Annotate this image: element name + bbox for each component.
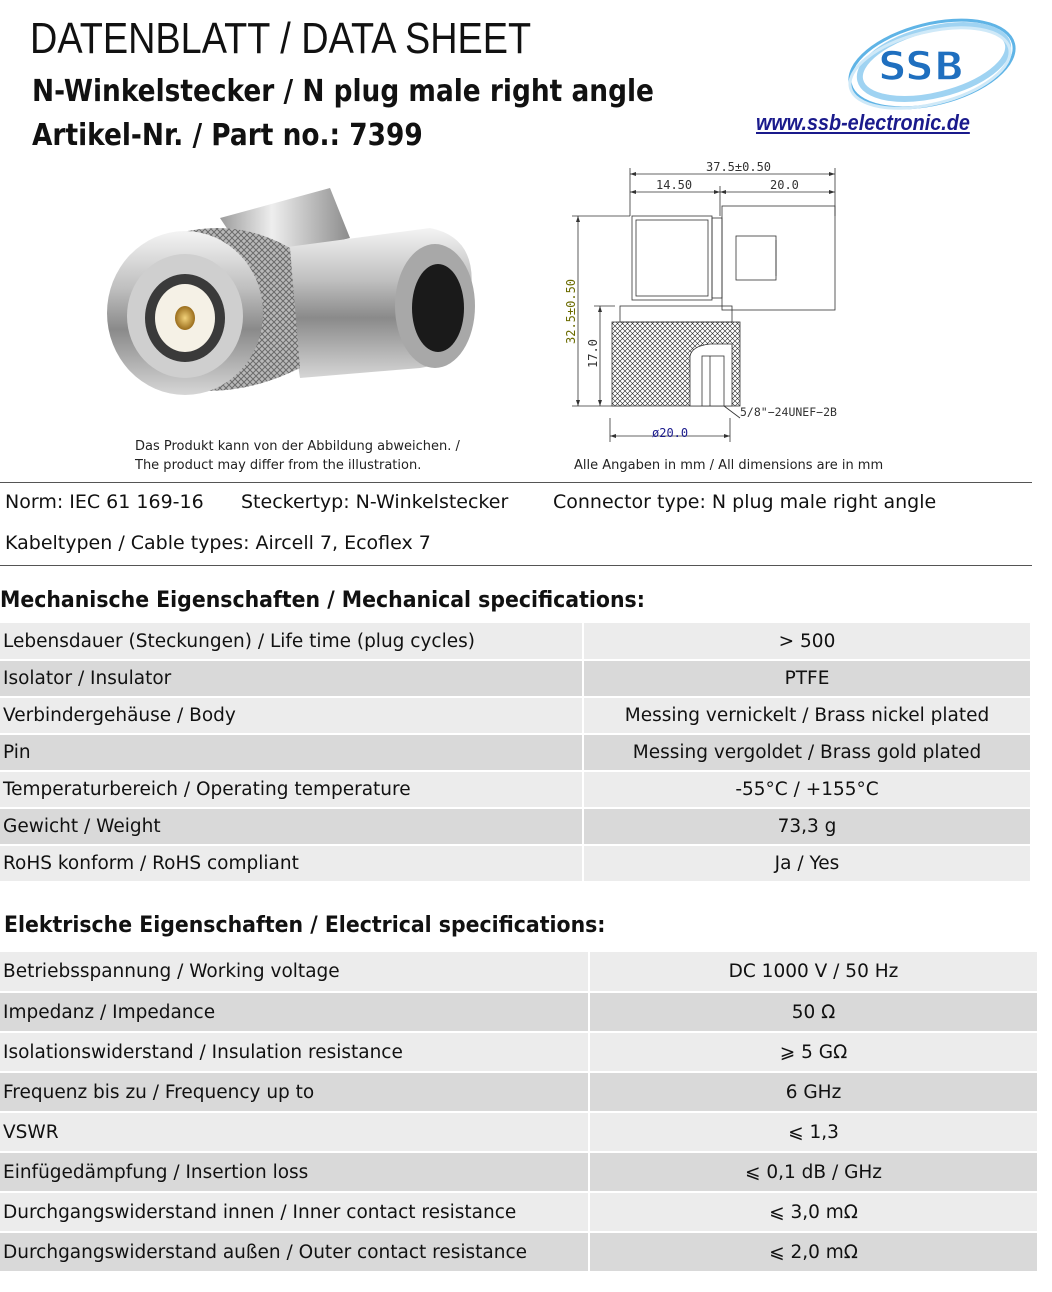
connector-type-de: Steckertyp: N-Winkelstecker <box>241 491 509 513</box>
spec-label: VSWR <box>0 1112 589 1152</box>
logo-text: SSB <box>878 44 965 90</box>
table-row <box>0 734 1030 771</box>
spec-label: Durchgangswiderstand außen / Outer contact resistance <box>0 1232 589 1272</box>
table-row <box>0 1152 1037 1192</box>
spec-value: Messing vergoldet / Brass gold plated <box>583 734 1030 771</box>
table-row <box>0 660 1030 697</box>
table-row <box>0 1232 1037 1272</box>
spec-label: Gewicht / Weight <box>0 808 583 845</box>
spec-value: > 500 <box>583 623 1030 660</box>
spec-value: 6 GHz <box>589 1072 1037 1112</box>
dim-total-height: 32.5±0.50 <box>564 278 578 344</box>
spec-label: RoHS konform / RoHS compliant <box>0 845 583 882</box>
thread-spec: 5/8"−24UNEF−2B <box>740 405 837 419</box>
spec-label: Frequenz bis zu / Frequency up to <box>0 1072 589 1112</box>
spec-label: Einfügedämpfung / Insertion loss <box>0 1152 589 1192</box>
table-row <box>0 771 1030 808</box>
electrical-heading: Elektrische Eigenschaften / Electrical specifications: <box>4 913 606 938</box>
spec-value: ⩾ 5 GΩ <box>589 1032 1037 1072</box>
divider-top <box>0 482 1032 483</box>
spec-value: ⩽ 3,0 mΩ <box>589 1192 1037 1232</box>
dim-head-height: 17.0 <box>586 339 600 368</box>
divider-bottom <box>0 565 1032 566</box>
product-photo <box>100 178 490 428</box>
ssb-logo <box>840 8 1020 116</box>
photo-disclaimer <box>135 437 460 475</box>
table-row <box>0 1032 1037 1072</box>
spec-value: 73,3 g <box>583 808 1030 845</box>
table-row <box>0 992 1037 1032</box>
table-row <box>0 808 1030 845</box>
spec-label: Lebensdauer (Steckungen) / Life time (plug cycles) <box>0 623 583 660</box>
spec-label: Isolationswiderstand / Insulation resistance <box>0 1032 589 1072</box>
spec-value: ⩽ 2,0 mΩ <box>589 1232 1037 1272</box>
connector-type-en: Connector type: N plug male right angle <box>553 491 937 513</box>
table-row <box>0 1072 1037 1112</box>
electrical-specs-table <box>0 952 1037 1273</box>
photo-disclaimer-de: Das Produkt kann von der Abbildung abweichen. / <box>135 439 460 454</box>
spec-value: 50 Ω <box>589 992 1037 1032</box>
dim-diameter: ø20.0 <box>652 426 689 440</box>
norm-label: Norm: IEC 61 169-16 <box>5 491 204 513</box>
spec-value: -55°C / +155°C <box>583 771 1030 808</box>
table-row <box>0 845 1030 882</box>
mechanical-specs-table <box>0 623 1030 883</box>
mechanical-heading: Mechanische Eigenschaften / Mechanical specifications: <box>0 588 645 613</box>
spec-value: Ja / Yes <box>583 845 1030 882</box>
table-row <box>0 697 1030 734</box>
spec-label: Durchgangswiderstand innen / Inner contact resistance <box>0 1192 589 1232</box>
spec-label: Temperaturbereich / Operating temperature <box>0 771 583 808</box>
product-subtitle: N-Winkelstecker / N plug male right angle <box>32 74 654 109</box>
spec-value: Messing vernickelt / Brass nickel plated <box>583 697 1030 734</box>
spec-label: Betriebsspannung / Working voltage <box>0 952 589 992</box>
dim-front-length: 14.50 <box>656 178 693 192</box>
cable-types: Kabeltypen / Cable types: Aircell 7, Ecoflex 7 <box>5 532 431 554</box>
spec-label: Verbindergehäuse / Body <box>0 697 583 734</box>
spec-value: ⩽ 1,3 <box>589 1112 1037 1152</box>
spec-label: Impedanz / Impedance <box>0 992 589 1032</box>
dim-total-length: 37.5±0.50 <box>706 160 772 174</box>
table-row <box>0 1192 1037 1232</box>
spec-label: Isolator / Insulator <box>0 660 583 697</box>
spec-label: Pin <box>0 734 583 771</box>
website-link[interactable]: www.ssb-electronic.de <box>756 110 970 135</box>
spec-value: DC 1000 V / 50 Hz <box>589 952 1037 992</box>
table-row <box>0 623 1030 660</box>
table-row <box>0 952 1037 992</box>
technical-drawing <box>560 156 880 446</box>
table-row <box>0 1112 1037 1152</box>
units-note: Alle Angaben in mm / All dimensions are in mm <box>574 458 884 473</box>
part-number: Artikel-Nr. / Part no.: 7399 <box>32 118 423 153</box>
spec-value: PTFE <box>583 660 1030 697</box>
dim-rear-length: 20.0 <box>770 178 799 192</box>
page-title: DATENBLATT / DATA SHEET <box>30 14 532 63</box>
photo-disclaimer-en: The product may differ from the illustration. <box>135 458 422 473</box>
spec-value: ⩽ 0,1 dB / GHz <box>589 1152 1037 1192</box>
